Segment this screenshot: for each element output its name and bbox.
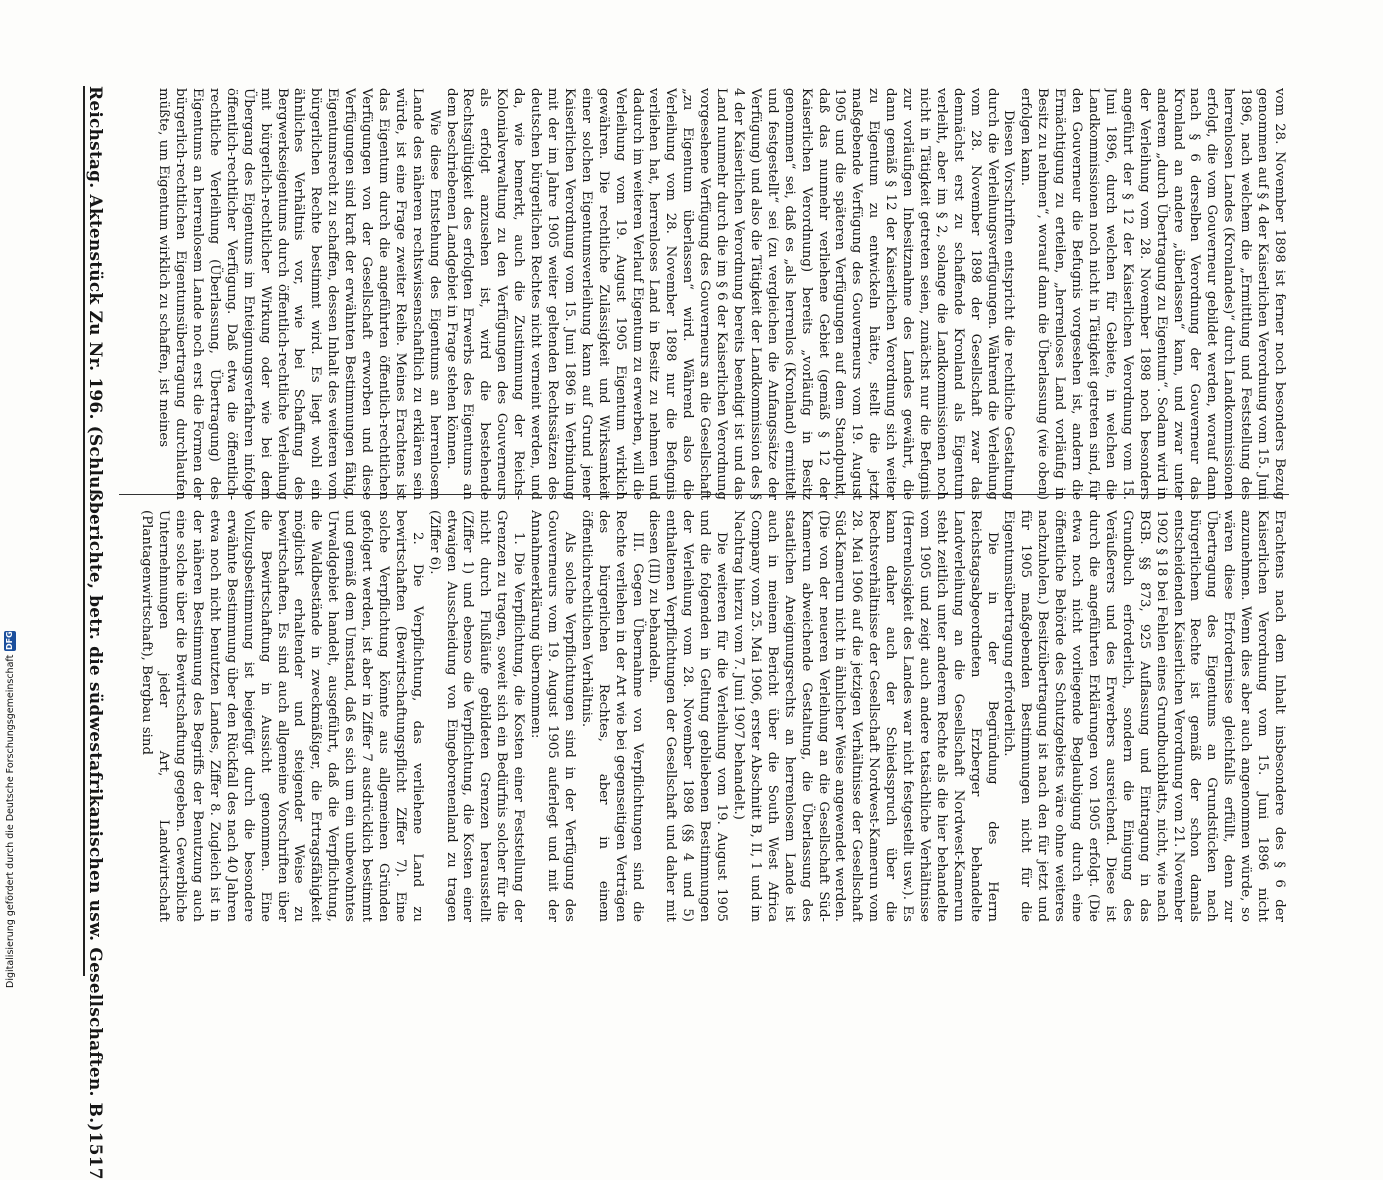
- section-heading-paragraph: III. Gegen Übernahme von Verpflichtungen sind die Rechte verliehen in der Art wie bei gegenseitigen Verträgen des bürgerlichen Rechtes, aber in einem öffentlichrechtlichen Verhältnis.: [578, 510, 645, 922]
- paragraph: Die weiteren für die Verleihung vom 19. August 1905 und die folgenden in Geltung gebliebenen Bestimmungen der Verleihung vom 28. November 1898 (§§ 4 und 5) enthaltenen Verpflichtungen der Gesellschaft und daher mit diesen (III) zu behandeln.: [646, 510, 730, 922]
- paragraph: Die in der Begründung des Herrn Reichstagsabgeordneten Erzberger behandelte Landverleihung an die Gesellschaft Nordwest-Kamerun steht zeitlich unter anderem Rechte als die hier behandelte vom 1905 und zeigt auch andere tatsächliche Verhältnisse (Herrenlosigkeit des Landes war nicht festgestellt usw.). Es kann daher auch der Schiedsspruch über die Rechtsverhältnisse der Gesellschaft Nordwest-Kamerun vom 28. Mai 1906 auf die jetzigen Verhältnisse der Gesellschaft Süd-Kamerun nicht in ähnlicher Weise angewendet werden. (Die von der neueren Verleihung an die Gesellschaft Süd-Kamerun abweichende Gestaltung, die Überlassung des staatlichen Aneignungsrechts an herrenlosem Lande ist auch in meinem Bericht über die South West Africa Company vom 25. Mai 1906, erster Abschnitt B, II, 1 und im Nachtrag hierzu vom 7. Juni 1907 behandelt.): [731, 510, 1000, 922]
- page-number: 1517: [85, 1131, 105, 1180]
- paragraph: Als solche Verpflichtungen sind in der Verfügung des Gouverneurs vom 19. August 1905 auferlegt und mit der Annahmeerklärung übernommen:: [528, 510, 577, 922]
- paragraph: Wie diese Entstehung des Eigentums an herrenlosem Lande des näheren rechtswissenschaftlich zu erklären sein würde, ist eine Frage zweiter Reihe. Meines Erachtens ist das Eigentum durch die angeführten öffentlich-rechtlichen Verfügungen von der Gesellschaft erworben und diese Verfügungen sind kraft der erwähnten Bestimmungen fähig, Eigentumsrecht zu schaffen, dessen Inhalt des weiteren vom bürgerlichen Rechte bestimmt wird. Es liegt wohl ein ähnliches Verhältnis vor, wie bei Schaffung des Bergwerkseigentums durch öffentlich-rechtliche Verleihung mit bürgerlich-rechtlicher Wirkung oder wie bei dem Übergang des Eigentums im Enteignungsverfahren infolge öffentlich-rechtlicher Verfügung. Daß etwa die öffentlich-rechtliche Verleihung (Überlassung, Übertragung) des Eigentums an herrenlosem Lande noch erst die Formen der bürgerlich-rechtlichen Eigentumsübertragung durchlaufen müßte, um Eigentum wirklich zu schaffen, ist meines: [156, 88, 442, 500]
- text-column-left: [117, 88, 1287, 500]
- page-header: [83, 86, 115, 1180]
- text-column-right: [117, 510, 1287, 922]
- dfg-logo-icon: DFG: [5, 631, 14, 651]
- paragraph: 2. Die Verpflichtung, das verliehene Land zu bewirtschaften (Bewirtschaftungspflicht Ziffer 7). Eine solche Verpflichtung könnte aus allgemeinen Gründen gefolgert werden, ist aber in Ziffer 7 ausdrücklich bestimmt und gemäß dem Umstand, daß es sich um ein unbewohntes Urwaldgebiet handelt, ausgeführt, daß die Verpflichtung, die Waldbestände in zweckmäßiger, die Ertragsfähigkeit möglichst erhaltender und steigender Weise zu bewirtschaften. Es sind auch allgemeine Vorschriften über die Bewirtschaftung in Aussicht genommen. Eine Vollzugsbestimmung ist beigefügt durch die besondere erwähnte Bestimmung über den Rückfall des nach 40 Jahren etwa noch nicht benutzten Landes, Ziffer 8. Zugleich ist in der näheren Bestimmung des Begriffs der Benutzung auch eine solche über die Bewirtschaftung gegeben. Gewerbliche Unternehmungen jeder Art, Landwirtschaft (Plantagenwirtschaft), Bergbau sind: [139, 510, 425, 922]
- paragraph: Diesen Vorschriften entspricht die rechtliche Gestaltung durch die Verleihungsverfügungen. Während die Verleihung vom 28. November 1898 der Gesellschaft zwar das demnächst erst zu schaffende Kronland als Eigentum verleiht, aber im § 2, solange die Landkommissionen noch nicht in Tätigkeit getreten seien, zunächst nur die Befugnis zur vorläufigen Inbesitznahme des Landes gewährt, die dann gemäß § 12 der Kaiserlichen Verordnung sich weiter zu Eigentum zu entwickeln hätte, stellt die jetzt maßgebende Verfügung des Gouverneurs vom 19. August 1905 und die späteren Verfügungen auf dem Standpunkt, daß das nunmehr verliehene Gebiet (gemäß § 12 der Kaiserlichen Verordnung) bereits „vorläufig in Besitz genommen“ sei, daß es „als herrenlos (Kronland) ermittelt und festgestellt“ sei (zu vergleichen die Anfangssätze der Verfügung) und also die Tätigkeit der Landkommission des § 4 der Kaiserlichen Verordnung bereits beendigt ist und das Land nunmehr durch die im § 6 der Kaiserlichen Verordnung vorgesehene Verfügung des Gouverneurs an die Gesellschaft „zu Eigentum überlassen“ wird. Während also die Verleihung vom 28. November 1898 nur die Befugnis verliehen hat, herrenloses Land in Besitz zu nehmen und dadurch im weiteren Verlauf Eigentum zu erwerben, will die Verleihung vom 19. August 1905 Eigentum wirklich gewähren. Die rechtliche Zulässigkeit und Wirksamkeit einer solchen Eigentumsverleihung kann auf Grund jener Kaiserlichen Verordnung vom 15. Juni 1896 in Verbindung mit der im Jahre 1905 weiter geltenden Rechtssätzen des deutschen bürgerlichen Rechtes nicht verneint werden, und da, wie bemerkt, auch die Zustimmung der Reichs-Kolonialverwaltung zu den Verfügungen des Gouverneurs als erfolgt anzusehen ist, wird die bestehende Rechtsgültigkeit des erfolgten Erwerbs des Eigentums an dem beschriebenen Landgebiet in Frage stehen können.: [443, 88, 1017, 500]
- paragraph: 1. Die Verpflichtung, die Kosten einer Feststellung der Grenzen zu tragen, soweit sich ein Bedürfnis solcher für die nicht durch Flußläufe gebildeten Grenzen herausstellt (Ziffer 1) und ebenso die Verpflichtung, die Kosten einer etwaigen Ausscheidung von Eingeborenenland zu tragen (Ziffer 6).: [426, 510, 527, 922]
- credit-text: Digitalisierung gefördert durch die Deutsche Forschungsgemeinschaft: [4, 654, 16, 988]
- running-title: Reichstag. Aktenstück Zu Nr. 196. (Schlußberichte, betr. die südwestafrikanischen usw. Gesellschaften. B.): [85, 86, 105, 1132]
- digitization-credit: [4, 631, 16, 988]
- paragraph: Erachtens nach dem Inhalt insbesondere des § 6 der Kaiserlichen Verordnung vom 15. Juni 1896 nicht anzunehmen. Wenn dies aber auch angenommen würde, so wären diese Erfordernisse gleichfalls erfüllt, denn zur Übertragung des Eigentums an Grundstücken nach bürgerlichem Rechte ist gemäß der schon damals entscheidenden Kaiserlichen Verordnung vom 21. November 1902 § 18 bei Fehlen eines Grundbuchblatts, nicht, wie nach BGB. §§ 873, 925 Auflassung und Eintragung in das Grundbuch erforderlich, sondern die Einigung des Veräußerers und des Erwerbers ausreichend. Diese ist durch die angeführten Erklärungen von 1905 erfolgt. (Die etwa noch nicht vorliegende Beglaubigung durch eine öffentliche Behörde des Schutzgebiets wäre ohne weiteres nachzuholen.) Besitzübertragung ist nach den für jetzt und für 1905 maßgebenden Bestimmungen nicht für die Eigentumsübertragung erforderlich.: [1001, 510, 1287, 922]
- paragraph: vom 28. November 1898 ist ferner noch besonders Bezug genommen auf § 4 der Kaiserlichen Verordnung vom 15. Juni 1896, nach welchem die „Ermittlung und Feststellung des herrenlosen Landes (Kronlandes)“ durch Landkommissionen erfolgt, die vom Gouverneur gebildet werden, worauf dann nach § 6 derselben Verordnung der Gouverneur das Kronland an andere „überlassen“ kann, und zwar unter anderem „durch Übertragung zu Eigentum“. Sodann wird in der Verleihung vom 28. November 1898 noch besonders angeführt der § 12 der Kaiserlichen Verordnung vom 15. Juni 1896, durch welchen für Gebiete, in welchen die Landkommissionen noch nicht in Tätigkeit getreten sind, für den Gouverneur die Befugnis vorgesehen ist, andern die Ermächtigung zu erteilen, „herrenloses Land vorläufig in Besitz zu nehmen“, worauf dann die Überlassung (wie oben) erfolgen kann.: [1018, 88, 1287, 500]
